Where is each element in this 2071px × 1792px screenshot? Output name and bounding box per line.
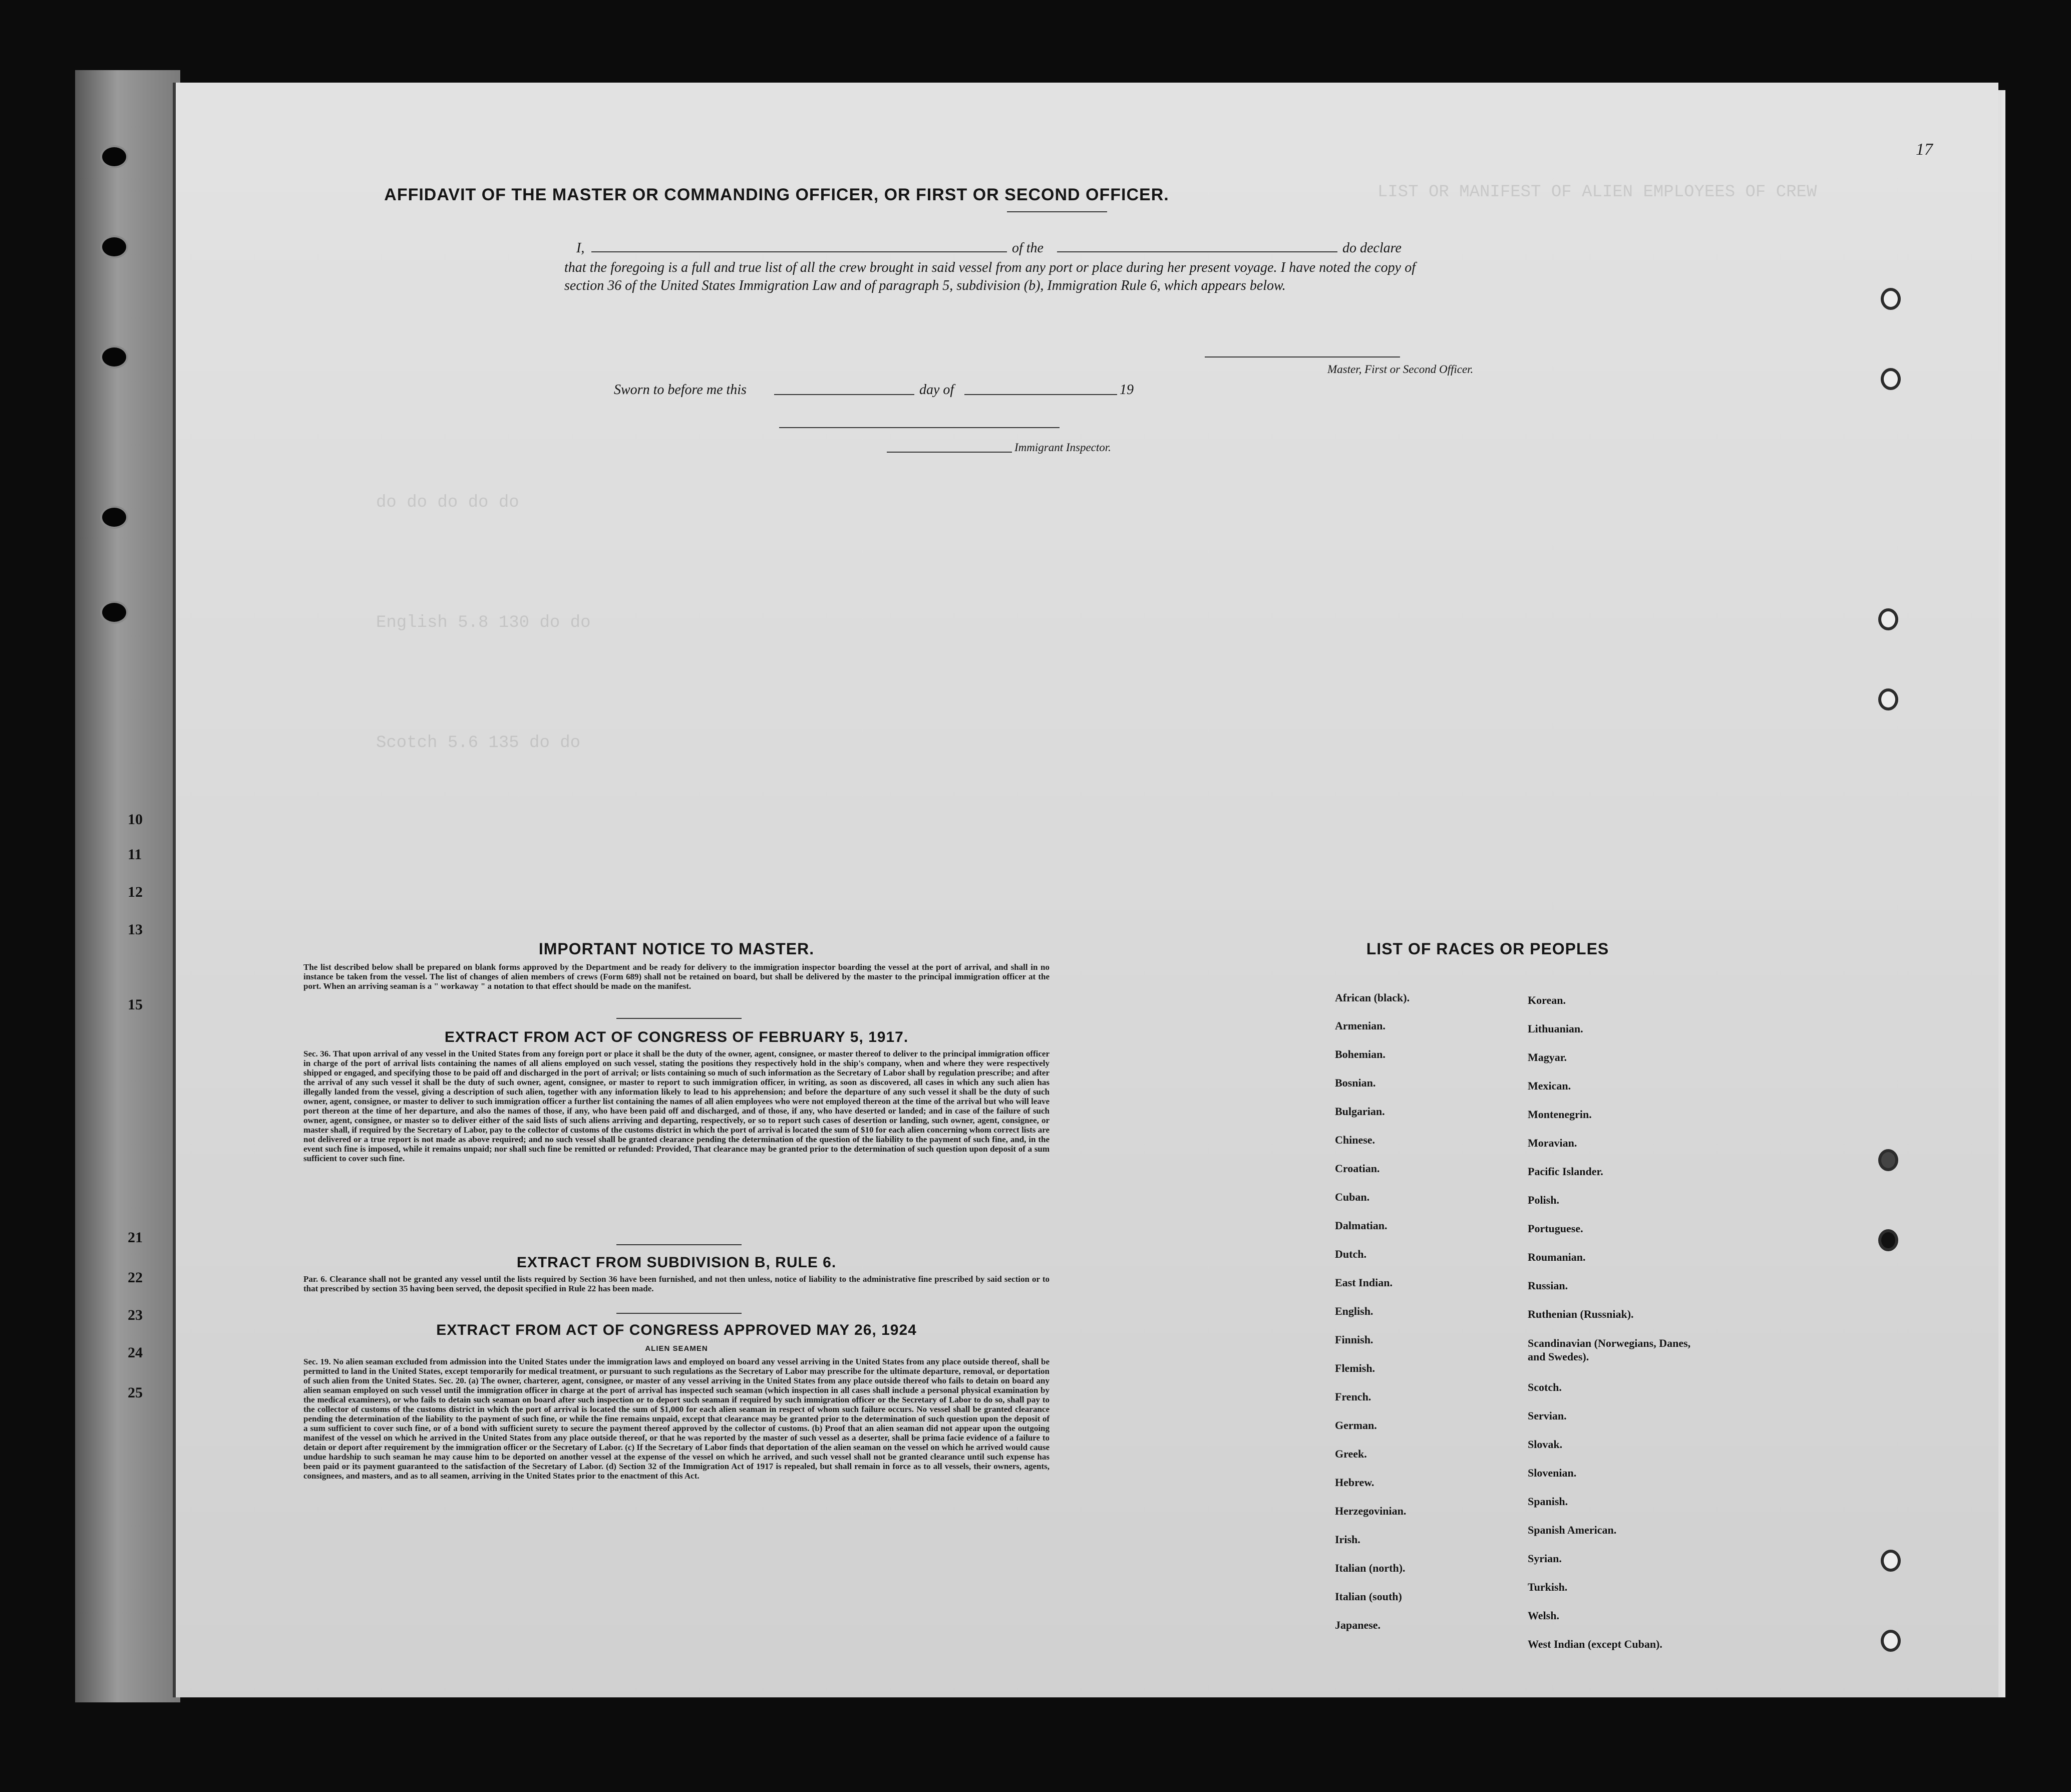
race-item: Korean. (1528, 994, 1566, 1006)
binder-hole (100, 145, 128, 168)
vessel-name-blank[interactable] (1057, 251, 1337, 252)
act-1924-subtitle: ALIEN SEAMEN (645, 1344, 708, 1353)
row-number: 13 (128, 921, 143, 938)
bleed-through-text: English 5.8 130 do do (376, 613, 591, 632)
bleed-through-text: do do do do do (376, 493, 519, 512)
race-item: Croatian. (1335, 1162, 1380, 1175)
race-item: Servian. (1528, 1409, 1567, 1422)
race-item: Polish. (1528, 1194, 1559, 1206)
race-item: Dutch. (1335, 1248, 1366, 1260)
inspector-signature-line[interactable] (779, 427, 1060, 428)
race-item: Slovak. (1528, 1438, 1563, 1451)
act-1917-text: Sec. 36. That upon arrival of any vessel in the United States from any foreign port or place it shall be the duty of the owner, agent, consignee, or master thereof to deliver to the principal immigration officer in charge of the port of arrival lists containing the names of all aliens employed on such vessel, stating the positions they respectively hold in the ship's company, when and where they were respectively shipped or engaged, and specifying those to be paid off and discharged in the port of arrival; or lists containing so much of such information as the Secretary of Labor shall by regulation prescribe; and after the arrival of any such vessel it shall be the duty of such owner, agent, consignee, or master to report to such immigration officer, in writing, as soon as discovered, all cases in which any such alien has illegally landed from the vessel, giving a description of such alien, together with any information likely to lead to his apprehension; and before the departure of any such vessel it shall be the duty of such owner, agent, consignee, or master to deliver to such immigration officer a further list containing the names of all alien employees who were not employed thereon at the time of the arrival but who will leave port thereon at the time of her departure, and also the names of those, if any, who have been paid off and discharged, and of those, if any, who have deserted or landed; and in case of the failure of such owner, agent, consignee, or master so to deliver either of the said lists of such aliens arriving and departing, respectively, or so to report such cases of desertion or landing, such owner, agent, consignee, or master shall, if required by the Secretary of Labor, pay to the collector of customs of the customs district in which the port of arrival is located the sum of $10 for each alien concerning whom correct lists are not delivered or a true report is not made as above required; and no such vessel shall be granted clearance pending the determination of the question of the liability to the payment of such fine, and, in the event such fine is imposed, while it remains unpaid; nor shall such fine be remitted or refunded: Provided, That clearance may be granted prior to the determination of such question upon deposit of a sum sufficient to cover such fine. (303, 1049, 1050, 1163)
race-item: Montenegrin. (1528, 1108, 1592, 1121)
race-item: Syrian. (1528, 1552, 1562, 1565)
race-item: Finnish. (1335, 1333, 1373, 1346)
row-number: 23 (128, 1307, 143, 1323)
bleed-through-text: LIST OR MANIFEST OF ALIEN EMPLOYEES OF CREW (1377, 183, 1817, 202)
race-item: Welsh. (1528, 1609, 1559, 1622)
race-item: West Indian (except Cuban). (1528, 1638, 1662, 1650)
rule-6-title: EXTRACT FROM SUBDIVISION B, RULE 6. (516, 1254, 837, 1271)
race-item: Bosnian. (1335, 1077, 1376, 1089)
race-item: French. (1335, 1390, 1371, 1403)
affidavit-title: AFFIDAVIT OF THE MASTER OR COMMANDING OFFICER, OR FIRST OR SECOND OFFICER. (384, 185, 1169, 204)
race-item: Bohemian. (1335, 1048, 1386, 1060)
act-1924-text: Sec. 19. No alien seaman excluded from admission into the United States under the immigration laws and employed on board any vessel arriving in the United States from any place outside thereof, shall be permitted to land in the United States, except temporarily for medical treatment, or pursuant to such regulations as the Secretary of Labor may prescribe for the ultimate departure, removal, or deportation of such alien from the United States. Sec. 20. (a) The owner, charterer, agent, consignee, or master of any vessel arriving in the United States from any place outside thereof who fails to detain on board any alien seaman employed on such vessel until the immigration officer in charge at the port of arrival has inspected such seaman (which inspection in all cases shall include a personal physical examination by the medical examiners), or who fails to detain such seaman on board after such inspection or to deport such seaman if required by such immigration officer or the Secretary of Labor to do so, shall pay to the collector of customs of the customs district in which the port of arrival is located the sum of $1,000 for each alien seaman in respect of whom such failure occurs. No vessel shall be granted clearance pending the determination of the liability to the payment of such fine, or while the fine remains unpaid, except that clearance may be granted prior to the determination of such question upon the deposit of a sum sufficient to cover such fine, or of a bond with sufficient surety to secure the payment thereof approved by the collector of customs. (b) Proof that an alien seaman did not appear upon the outgoing manifest of the vessel on which he arrived in the United States from any place outside thereof, or that he was reported by the master of such vessel as a deserter, shall be prima facie evidence of a failure to detain or deport after requirement by the immigration officer or the Secretary of Labor. (c) If the Secretary of Labor finds that deportation of the alien seaman on the vessel on which he arrived would cause undue hardship to such seaman he may cause him to be deported on another vessel at the expense of the vessel on which he arrived, and such vessel shall not be granted clearance until such expense has been paid or its payment guaranteed to the satisfaction of the Secretary of Labor. (d) Section 32 of the Immigration Act of 1917 is repealed, but shall remain in force as to all vessels, their owners, agents, consignees, and masters, and as to all seamen, arriving in the United States prior to the enactment of this Act. (303, 1357, 1050, 1481)
race-item: Italian (north). (1335, 1562, 1406, 1574)
sworn-month-blank[interactable] (964, 394, 1117, 395)
bleed-through-text: Scotch 5.6 135 do do (376, 734, 581, 753)
row-number: 24 (128, 1344, 143, 1361)
race-item: Scotch. (1528, 1381, 1562, 1393)
punch-ring (1878, 608, 1898, 630)
manifest-page (173, 83, 1998, 1697)
row-number: 25 (128, 1384, 143, 1401)
row-number: 15 (128, 996, 143, 1013)
row-number: 11 (128, 846, 142, 863)
race-item: African (black). (1335, 991, 1410, 1004)
punch-ring (1881, 1630, 1901, 1652)
sworn-text: Sworn to before me this (614, 382, 747, 398)
race-item: Bulgarian. (1335, 1105, 1385, 1118)
page-corner-mark: 17 (1916, 140, 1933, 159)
punch-ring (1881, 1550, 1901, 1572)
race-item: Greek. (1335, 1448, 1367, 1460)
punch-ring (1878, 1149, 1898, 1171)
race-item: Flemish. (1335, 1362, 1375, 1374)
affidavit-do-declare: do declare (1342, 240, 1402, 256)
row-number: 12 (128, 884, 143, 900)
binder-hole (100, 506, 128, 529)
affidavit-i: I, (576, 240, 585, 256)
race-item: Lithuanian. (1528, 1022, 1583, 1035)
notice-text: The list described below shall be prepared on blank forms approved by the Department and be ready for delivery to the immigration inspector boarding the vessel at the port of arrival, and shall in no instance be taken from the vessel. The list of changes of alien members of crews (Form 689) shall not be retained on board, but shall be delivered by the master to the principal immigration officer at the port. When an arriving seaman is a " workaway " a notation to that effect should be made on the manifest. (303, 962, 1050, 991)
race-item: Magyar. (1528, 1051, 1567, 1063)
act-1917-title: EXTRACT FROM ACT OF CONGRESS OF FEBRUARY 5, 1917. (444, 1029, 909, 1045)
race-item: Hebrew. (1335, 1476, 1374, 1489)
signature-label: Master, First or Second Officer. (1327, 363, 1474, 376)
punch-ring (1878, 688, 1898, 710)
signature-line[interactable] (1205, 356, 1400, 357)
race-item: East Indian. (1335, 1276, 1393, 1289)
race-item: Cuban. (1335, 1191, 1370, 1203)
binder-hole (100, 601, 128, 624)
punch-ring (1878, 1229, 1898, 1251)
punch-ring (1881, 368, 1901, 390)
year-prefix: 19 (1120, 382, 1134, 398)
race-item: Turkish. (1528, 1581, 1568, 1593)
act-1924-title: EXTRACT FROM ACT OF CONGRESS APPROVED MAY 26, 1924 (436, 1322, 917, 1338)
day-of-text: day of (919, 382, 954, 398)
affidavit-of-the: of the (1012, 240, 1044, 256)
rule-6-text: Par. 6. Clearance shall not be granted any vessel until the lists required by Section 36 have been furnished, and not then unless, notice of liability to the administrative fine prescribed by said section or to that prescribed by section 35 having been served, the deposit specified in Rule 22 has been made. (303, 1274, 1050, 1293)
row-number: 10 (128, 811, 143, 828)
race-item: Mexican. (1528, 1080, 1571, 1092)
race-item: Italian (south) (1335, 1590, 1402, 1603)
race-item: Roumanian. (1528, 1251, 1586, 1263)
affidavit-body: that the foregoing is a full and true list of all the crew brought in said vessel from any port or place during her present voyage. I have noted the copy of section 36 of the United States Immigration Law and of paragraph 5, subdivision (b), Immigration Rule 6, which appears below. (564, 260, 1416, 293)
race-item: English. (1335, 1305, 1373, 1317)
race-item: Spanish American. (1528, 1524, 1617, 1536)
race-item: Spanish. (1528, 1495, 1568, 1508)
race-item: Armenian. (1335, 1019, 1386, 1032)
punch-ring (1881, 288, 1901, 310)
race-item: Portuguese. (1528, 1222, 1583, 1235)
inspector-name-line[interactable] (887, 452, 1012, 453)
race-item: Pacific Islander. (1528, 1165, 1603, 1178)
row-number: 21 (128, 1229, 143, 1246)
race-item: Slovenian. (1528, 1467, 1577, 1479)
race-item: Japanese. (1335, 1619, 1381, 1631)
sworn-day-blank[interactable] (774, 394, 914, 395)
race-item: Irish. (1335, 1533, 1360, 1546)
section-rule (616, 1018, 742, 1019)
race-item: Ruthenian (Russniak). (1528, 1308, 1634, 1320)
race-item: Dalmatian. (1335, 1219, 1388, 1232)
race-item: Moravian. (1528, 1137, 1577, 1149)
title-rule (1007, 211, 1107, 212)
race-item: Scandinavian (Norwegians, Danes, and Swedes). (1528, 1337, 1691, 1363)
inspector-label: Immigrant Inspector. (1014, 441, 1111, 454)
binder-hole (100, 345, 128, 369)
race-item: Herzegovinian. (1335, 1505, 1407, 1517)
race-item: Russian. (1528, 1279, 1568, 1292)
row-number: 22 (128, 1269, 143, 1286)
race-item: German. (1335, 1419, 1377, 1431)
notice-title: IMPORTANT NOTICE TO MASTER. (538, 940, 815, 958)
binder-hole (100, 235, 128, 258)
master-name-blank[interactable] (591, 251, 1007, 252)
race-item: Chinese. (1335, 1134, 1375, 1146)
races-title: LIST OF RACES OR PEOPLES (1366, 940, 1609, 958)
section-rule (616, 1244, 742, 1245)
section-rule (616, 1313, 742, 1314)
